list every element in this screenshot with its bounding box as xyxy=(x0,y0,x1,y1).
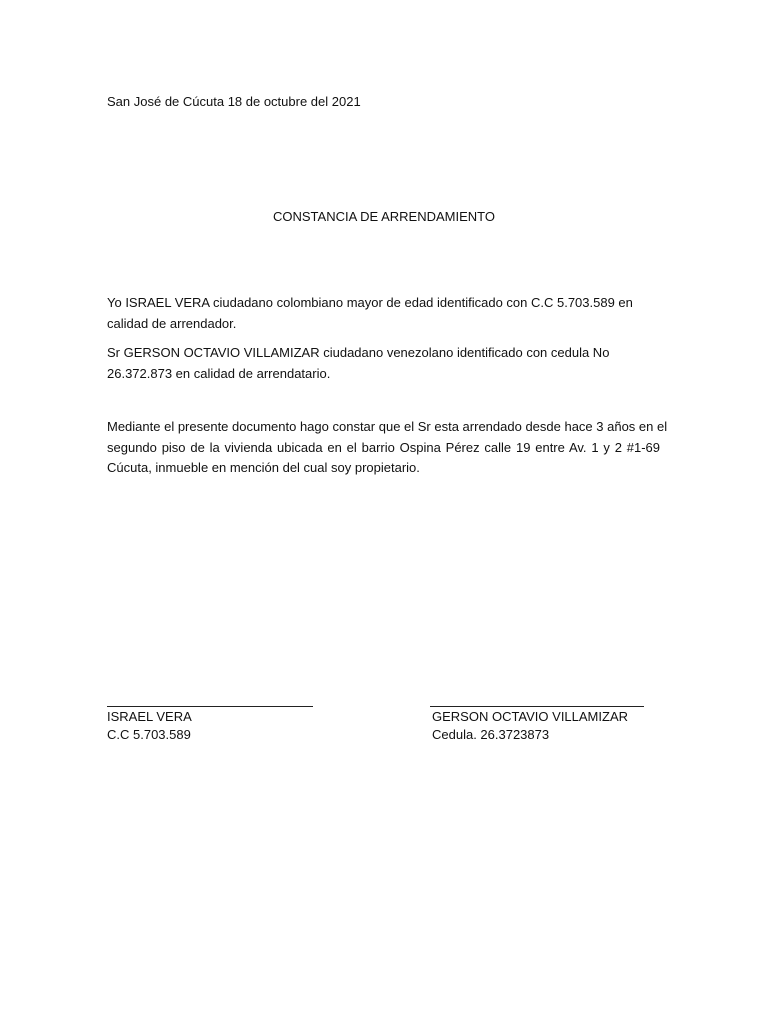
signature-name-landlord: ISRAEL VERA xyxy=(107,709,192,724)
signature-name-tenant: GERSON OCTAVIO VILLAMIZAR xyxy=(432,709,628,724)
paragraph-tenant: Sr GERSON OCTAVIO VILLAMIZAR ciudadano venezolano identificado con cedula No 26.372.873 en calidad de arrendatario. xyxy=(107,345,610,381)
statement-line: Mediante el presente documento hago constar que el Sr esta arrendado desde hace 3 años en el xyxy=(107,419,668,434)
paragraph-statement xyxy=(107,417,668,479)
paragraph-landlord: Yo ISRAEL VERA ciudadano colombiano mayor de edad identificado con C.C 5.703.589 en calidad de arrendador. xyxy=(107,295,633,331)
statement-line: Cúcuta, inmueble en mención del cual soy propietario. xyxy=(107,460,420,475)
signature-id-landlord: C.C 5.703.589 xyxy=(107,727,191,742)
date-line: San José de Cúcuta 18 de octubre del 2021 xyxy=(107,94,361,109)
document-title: CONSTANCIA DE ARRENDAMIENTO xyxy=(273,209,495,224)
signature-line-tenant xyxy=(430,706,644,707)
statement-line: segundo piso de la vivienda ubicada en el barrio Ospina Pérez calle 19 entre Av. 1 y 2 #1-69 xyxy=(107,439,660,455)
signature-line-landlord xyxy=(107,706,313,707)
signature-id-tenant: Cedula. 26.3723873 xyxy=(432,727,550,742)
